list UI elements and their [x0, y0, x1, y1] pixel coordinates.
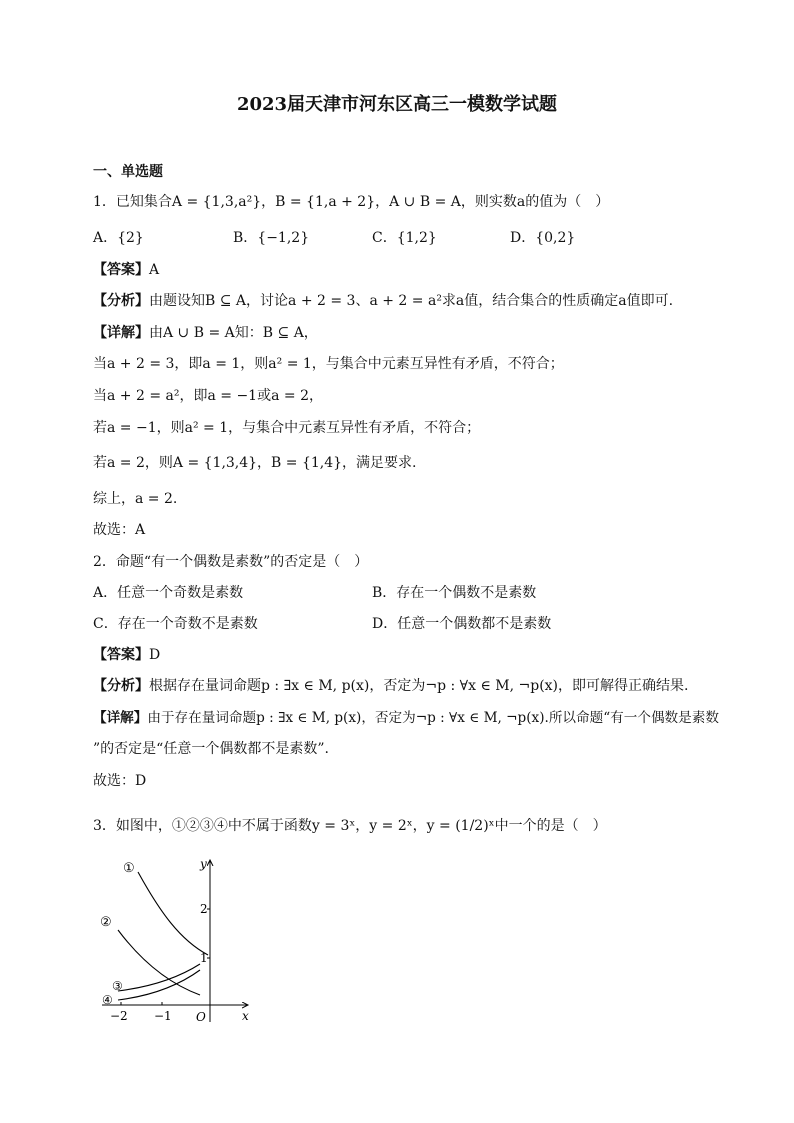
answer-tag: 【答案】 — [93, 647, 149, 663]
curve-label-3: ③ — [112, 979, 123, 993]
y-tick-label: 1 — [200, 951, 208, 965]
answer-value: D — [149, 647, 161, 663]
q3-stem: 3．如图中，①②③④中不属于函数y = 3ˣ，y = 2ˣ，y = (1/2)ˣ中一个的是（ ） — [93, 818, 607, 834]
detail-text: 由A ∪ B = A知：B ⊆ A， — [149, 325, 318, 341]
y-axis-label: y — [200, 857, 207, 871]
x-axis-label: x — [242, 1009, 249, 1023]
q1-option-b: B．{−1,2} — [233, 230, 310, 246]
answer-value: A — [149, 262, 160, 278]
q1-answer — [93, 261, 159, 279]
detail-text: 由于存在量词命题p : ∃x ∈ M, p(x)，否定为¬p : ∀x ∈ M, ¬p(x).所以命题“有一个偶数是素数 — [147, 710, 719, 726]
q1-line-4: 若a = 2，则A = {1,3,4}，B = {1,4}，满足要求. — [93, 455, 417, 471]
q2-detail — [93, 709, 719, 727]
curve-2 — [118, 930, 200, 995]
q1-detail — [93, 324, 318, 342]
q2-option-a: A．任意一个奇数是素数 — [93, 585, 244, 601]
curve-label-4: ④ — [102, 993, 113, 1007]
y-tick-label: 2 — [200, 902, 208, 916]
q1-option-c: C．{1,2} — [372, 230, 437, 246]
detail-tag: 【详解】 — [93, 710, 148, 726]
answer-tag: 【答案】 — [93, 262, 149, 278]
detail-tag: 【详解】 — [93, 325, 149, 341]
q2-option-d: D．任意一个偶数都不是素数 — [372, 616, 552, 632]
analysis-text: 根据存在量词命题p : ∃x ∈ M, p(x)，否定为¬p : ∀x ∈ M, ¬p(x)，即可解得正确结果. — [149, 678, 689, 694]
q3-function-graph — [90, 852, 260, 1027]
analysis-tag: 【分析】 — [93, 678, 149, 694]
q1-line-3: 若a = −1，则a² = 1，与集合中元素互异性有矛盾，不符合； — [93, 420, 481, 436]
curve-4 — [118, 970, 200, 1000]
q1-analysis — [93, 292, 673, 310]
x-tick-label: −1 — [154, 1009, 172, 1023]
x-tick-label: −2 — [110, 1009, 128, 1023]
q2-analysis — [93, 677, 688, 695]
q1-line-6: 故选：A — [93, 522, 146, 538]
q2-option-c: C．存在一个奇数不是素数 — [93, 616, 258, 632]
q2-conclusion: 故选：D — [93, 773, 147, 789]
page-title: 2023届天津市河东区高三一模数学试题 — [236, 94, 558, 115]
q1-line-5: 综上，a = 2. — [93, 491, 178, 507]
curve-1 — [138, 872, 208, 955]
q1-option-d: D．{0,2} — [510, 230, 576, 246]
curve-label-2: ② — [100, 915, 112, 930]
analysis-tag: 【分析】 — [93, 293, 149, 309]
curve-label-1: ① — [123, 861, 135, 876]
q1-option-a: A．{2} — [93, 230, 144, 246]
q2-answer — [93, 646, 160, 664]
q1-line-1: 当a + 2 = 3，即a = 1，则a² = 1，与集合中元素互异性有矛盾，不符合； — [93, 356, 564, 372]
analysis-text: 由题设知B ⊆ A，讨论a + 2 = 3、a + 2 = a²求a值，结合集合的性质确定a值即可. — [149, 293, 674, 309]
q1-line-2: 当a + 2 = a²，即a = −1或a = 2， — [93, 388, 323, 404]
section-heading: 一、单选题 — [93, 164, 163, 180]
q2-detail-cont: ”的否定是“任意一个偶数都不是素数”. — [93, 741, 329, 757]
q2-stem: 2．命题“有一个偶数是素数”的否定是（ ） — [93, 554, 369, 570]
q1-stem: 1．已知集合A = {1,3,a²}，B = {1,a + 2}，A ∪ B = A，则实数a的值为（ ） — [93, 194, 610, 210]
q2-option-b: B．存在一个偶数不是素数 — [372, 585, 537, 601]
origin-label: O — [196, 1010, 206, 1024]
